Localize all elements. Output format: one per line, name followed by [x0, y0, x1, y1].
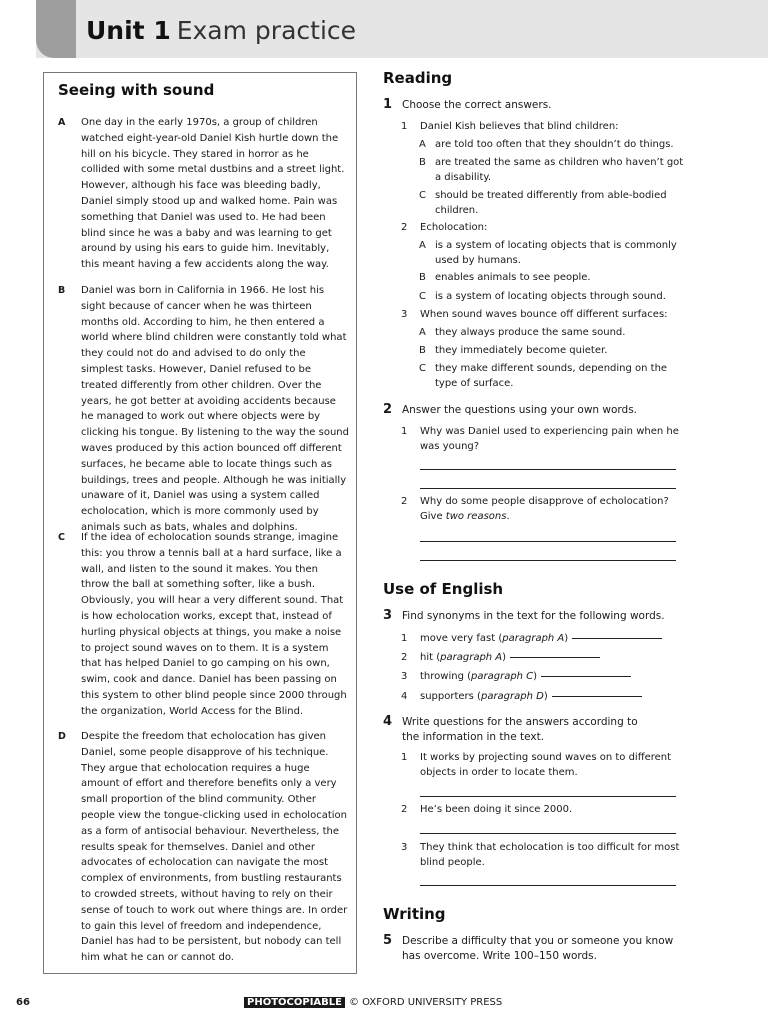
- item-number: 4: [401, 691, 408, 702]
- paragraph-ref: paragraph C: [471, 671, 534, 682]
- option-letter: A: [419, 240, 426, 251]
- item-text: [420, 495, 688, 524]
- item-text: Why was Daniel used to experiencing pain when he was young?: [420, 426, 679, 452]
- answer-line[interactable]: [552, 696, 642, 697]
- option-text: is a system of locating objects that is commonly used by humans.: [435, 240, 677, 266]
- item-stem: When sound waves bounce off different surfaces:: [420, 309, 668, 320]
- synonym-item: 3 throwing (paragraph C): [401, 669, 691, 685]
- option-text: they always produce the same sound.: [435, 327, 626, 338]
- synonym-item: 4 supporters (paragraph D): [401, 689, 691, 705]
- item-number: 2: [401, 222, 408, 233]
- synonym-word: hit: [420, 652, 434, 663]
- paragraph-ref: paragraph A: [502, 633, 565, 644]
- item-number: 3: [401, 842, 408, 853]
- question-instruction: Write questions for the answers according to the information in the text.: [402, 716, 638, 743]
- question-number: 3: [383, 608, 393, 623]
- paragraph-label: C: [58, 532, 65, 543]
- question-number: 1: [383, 97, 393, 112]
- answer-line[interactable]: [420, 885, 676, 886]
- paragraph-label: D: [58, 731, 66, 742]
- answer-line[interactable]: [420, 560, 676, 561]
- item-number: 2: [401, 804, 408, 815]
- answer-line[interactable]: [420, 488, 676, 489]
- unit-subtitle: Exam practice: [176, 16, 357, 45]
- option-letter: B: [419, 272, 426, 283]
- article-title: Seeing with sound: [58, 81, 215, 99]
- item-question: Why do some people disapprove of echolocation?: [420, 496, 669, 507]
- question-instruction: Answer the questions using your own words.: [402, 404, 638, 416]
- synonym-item: 1 move very fast (paragraph A): [401, 631, 691, 647]
- item-text: He’s been doing it since 2000.: [420, 804, 573, 815]
- paragraph-text: One day in the early 1970s, a group of children watched eight-year-old Daniel Kish hurtle down the hill on his bicycle. They stared in horror as he collided with some metal dustbins and a street light. However, although his face was bleeding badly, Daniel simply stood up and walked home. Pain was something that Daniel was used to. He had been blind since he was a baby and was learning to get around by using his ears to guide him. Inevitably, this meant having a few accidents along the way.: [81, 117, 345, 271]
- page-number: 66: [16, 997, 30, 1008]
- question-number: 4: [383, 714, 393, 729]
- paragraph-ref: paragraph D: [480, 691, 544, 702]
- unit-label: Unit 1: [86, 16, 171, 45]
- option-text: they make different sounds, depending on the type of surface.: [435, 363, 668, 389]
- option-text: they immediately become quieter.: [435, 345, 608, 356]
- answer-line[interactable]: [420, 833, 676, 834]
- option-letter: C: [419, 363, 426, 374]
- item-number: 3: [401, 309, 408, 320]
- header-tab: [36, 0, 76, 58]
- use-of-english-heading: Use of English: [383, 580, 504, 598]
- item-number: 1: [401, 752, 408, 763]
- option-letter: A: [419, 139, 426, 150]
- answer-line[interactable]: [572, 638, 662, 639]
- option-text: should be treated differently from able-bodied children.: [435, 190, 667, 216]
- item-prompt: Give: [420, 510, 446, 522]
- question-number: 5: [383, 933, 393, 948]
- option-text: enables animals to see people.: [435, 272, 591, 283]
- question-instruction: Find synonyms in the text for the following words.: [402, 610, 665, 622]
- item-number: 3: [401, 671, 408, 682]
- synonym-word: move very fast: [420, 633, 496, 644]
- option-text: are told too often that they shouldn’t do things.: [435, 139, 674, 150]
- option-letter: C: [419, 291, 426, 302]
- option-letter: A: [419, 327, 426, 338]
- writing-heading: Writing: [383, 905, 446, 923]
- page-title: [86, 14, 356, 48]
- synonym-item: 2 hit (paragraph A): [401, 650, 691, 666]
- paragraph-text: Despite the freedom that echolocation has given Daniel, some people disapprove of his technique. They argue that echolocation requires a huge amount of effort and therefore benefits only a very small proportion of the blind community. Other people view the tongue-clicking used in echolocation as a form of antisocial behaviour. Nevertheless, the results speak for themselves. Daniel and other advocates of echolocation can navigate the most complex of environments, from bustling restaurants to crowded streets, without having to rely on their sense of touch to work out where things are. In order to gain this level of freedom and independence, Daniel has had to be persistent, but nobody can tell him what he can or cannot do.: [81, 731, 348, 964]
- item-number: 1: [401, 121, 408, 132]
- synonym-word: supporters: [420, 691, 474, 702]
- item-prompt-emphasis: two reasons: [445, 510, 507, 522]
- answer-line[interactable]: [420, 541, 676, 542]
- item-number: 2: [401, 652, 408, 663]
- item-text: They think that echolocation is too difficult for most blind people.: [420, 842, 680, 868]
- question-instruction: Choose the correct answers.: [402, 99, 552, 111]
- answer-line[interactable]: [510, 657, 600, 658]
- option-letter: C: [419, 190, 426, 201]
- item-stem: Echolocation:: [420, 222, 488, 233]
- paragraph-label: B: [58, 285, 66, 296]
- item-text: It works by projecting sound waves on to different objects in order to locate them.: [420, 752, 672, 778]
- item-stem: Daniel Kish believes that blind children:: [420, 121, 619, 132]
- paragraph-text: If the idea of echolocation sounds strange, imagine this: you throw a tennis ball at a hard surface, like a wall, and listen to the sound it makes. You then throw the ball at something softer, like a bush. Obviously, you will hear a very different sound. That is how echolocation works, except that, instead of hurling physical objects at things, you make a noise to project sound waves on to them. It is a system that has helped Daniel to go camping on his own, swim, cook and dance. Daniel has been passing on this system to other blind people since 2000 through the organization, World Access for the Blind.: [81, 532, 347, 717]
- option-text: are treated the same as children who haven’t got a disability.: [435, 157, 684, 183]
- paragraph-ref: paragraph A: [440, 652, 503, 663]
- item-prompt-end: .: [506, 510, 510, 522]
- synonym-word: throwing: [420, 671, 464, 682]
- reading-heading: Reading: [383, 69, 453, 87]
- item-number: 2: [401, 496, 408, 507]
- answer-line[interactable]: [420, 796, 676, 797]
- option-letter: B: [419, 157, 426, 168]
- question-instruction: Describe a difficulty that you or someone you know has overcome. Write 100–150 words.: [402, 935, 674, 962]
- photocopiable-badge: PHOTOCOPIABLE: [244, 997, 345, 1008]
- item-number: 1: [401, 633, 408, 644]
- question-number: 2: [383, 402, 393, 417]
- answer-line[interactable]: [420, 469, 676, 470]
- answer-line[interactable]: [541, 676, 631, 677]
- paragraph-text: Daniel was born in California in 1966. He lost his sight because of cancer when he was thirteen months old. According to him, he then entered a world where blind children were constantly told what they could not do and advised to do only the simplest tasks. However, Daniel refused to be treated differently from other children. Over the years, he got better at avoiding accidents because he managed to work out where objects were by clicking his tongue. By listening to the way the sound waves produced by this action bounced off different surfaces, he became able to locate things such as buildings, trees and people. Although he was initially unaware of it, Daniel was using a system called echolocation, which is more commonly used by animals such as bats, whales and dolphins.: [81, 285, 349, 533]
- publisher-credit: © OXFORD UNIVERSITY PRESS: [348, 997, 503, 1008]
- option-letter: B: [419, 345, 426, 356]
- item-number: 1: [401, 426, 408, 437]
- paragraph-label: A: [58, 117, 66, 128]
- option-text: is a system of locating objects through sound.: [435, 291, 666, 302]
- footer-credit: [244, 996, 502, 1010]
